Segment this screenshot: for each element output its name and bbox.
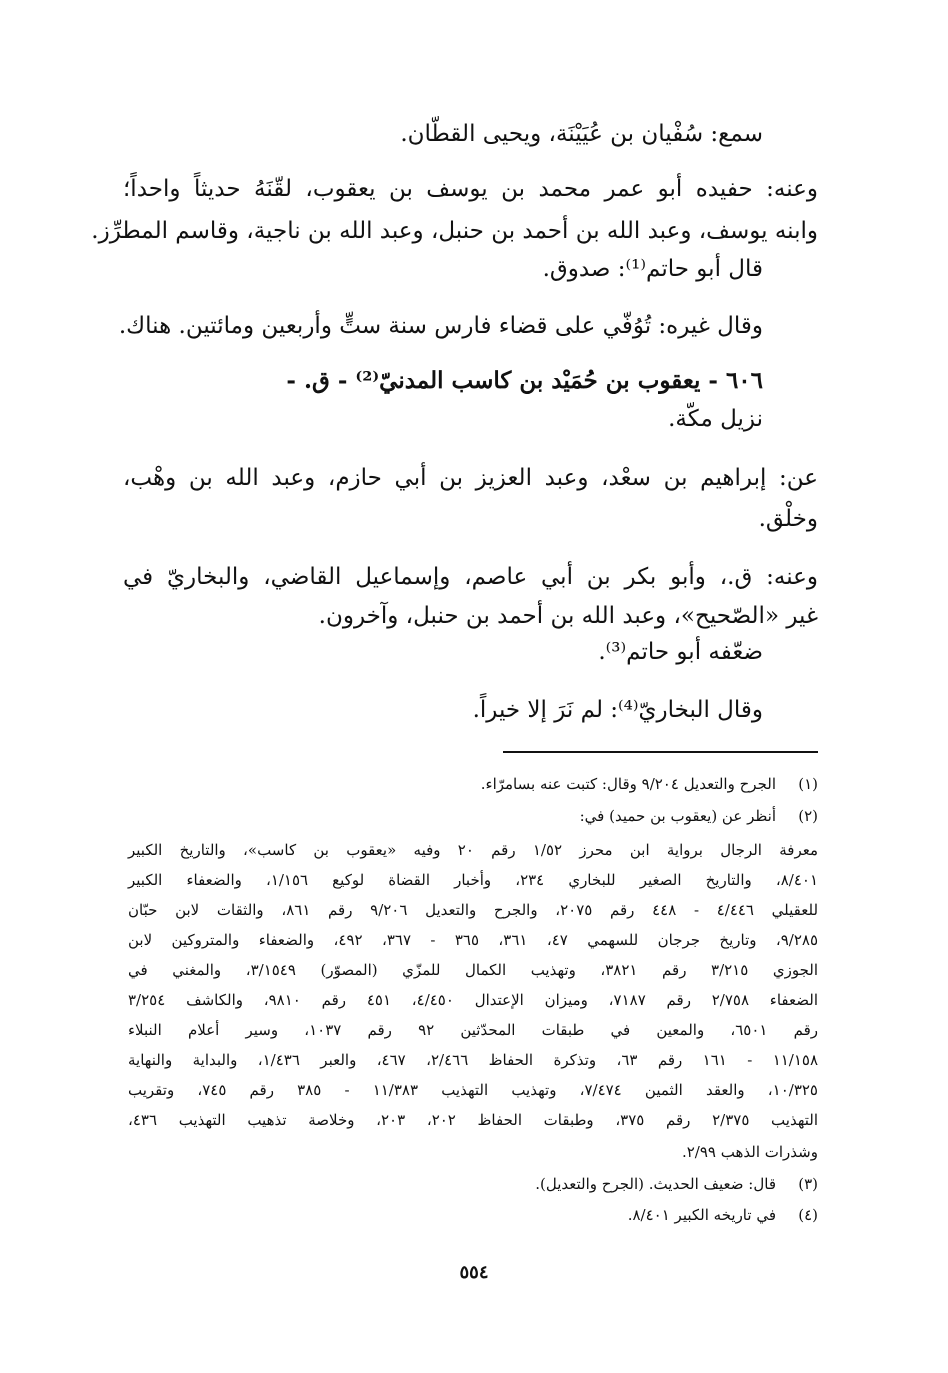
footnote-3 <box>128 1172 818 1196</box>
footnote-2-line: وشذرات الذهب ٢/٩٩. <box>681 1143 818 1161</box>
text-line-5: وقال غيره: تُوُفّي على قضاء فارس سنة ستٍّ وأربعين ومائتين. هناك. <box>118 313 763 339</box>
text-line-2: وعنه: حفيده أبو عمر محمد بن يوسف بن يعقوب، لقّنَهُ حديثاً واحداً؛ <box>123 176 818 202</box>
footnote-4 <box>128 1203 818 1227</box>
footnote-3-text: قال: ضعيف الحديث. (الجرح والتعديل). <box>535 1175 776 1193</box>
footnote-2-text: أنظر عن (يعقوب بن حميد) في: <box>579 807 776 825</box>
footnote-2-line: ١١/١٥٨ - ١٦١ رقم ٦٣، وتذكرة الحفاظ ٢/٤٦٦، ٤٦٧، والعبر ١/٤٣٦، والبداية والنهاية <box>128 1051 819 1069</box>
footnote-1 <box>128 772 818 796</box>
text-line-7: نزيل مكّة. <box>668 406 763 432</box>
footnote-separator <box>503 751 818 753</box>
entry-heading-606: ٦٠٦ - يعقوب بن حُمَيْد بن كاسب المدنيّ⁽²⁾ - ق. - <box>286 367 763 394</box>
footnote-4-number: (٤) <box>798 1206 818 1224</box>
text-line-3: وابنه يوسف، وعبد الله بن أحمد بن حنبل، وعبد الله بن ناجية، وقاسم المطرِّز. <box>91 218 818 244</box>
footnote-2-line: الضعفاء ٢/٧٥٨ رقم ٧١٨٧، وميزان الإعتدال ٤/٤٥٠، ٤٥١ رقم ٩٨١٠، والكاشف ٣/٢٥٤ <box>128 991 818 1009</box>
footnote-2-line: معرفة الرجال برواية ابن محرز ١/٥٢ رقم ٢٠ وفيه «يعقوب بن كاسب»، والتاريخ الكبير <box>128 841 818 859</box>
text-line-9: وخلْق. <box>758 506 818 532</box>
footnote-2-line: الجوزي ٣/٢١٥ رقم ٣٨٢١، وتهذيب الكمال للمزّي (المصوّر) ٣/١٥٤٩، والمغني في <box>128 961 819 979</box>
footnote-2-line: التهذيب ٢/٣٧٥ رقم ٣٧٥، وطبقات الحفاظ ٢٠٢، ٢٠٣، وخلاصة تذهيب التهذيب ٤٣٦، <box>128 1111 819 1129</box>
footnote-2-line: للعقيلي ٤/٤٤٦ - ٤٤٨ رقم ٢٠٧٥، والجرح والتعديل ٩/٢٠٦ رقم ٨٦١، والثقات لابن حبّان <box>128 901 819 919</box>
text-line-8: عن: إبراهيم بن سعْد، وعبد العزيز بن أبي حازم، وعبد الله بن وهْب، <box>123 465 818 491</box>
text-line-10: وعنه: ق.، وأبو بكر بن أبي عاصم، وإسماعيل القاضي، والبخاريّ في <box>123 564 818 590</box>
text-line-1: سمع: سُفْيان بن عُيَيْنَة، ويحيى القطّان. <box>400 121 763 147</box>
footnote-2-line: ١٠/٣٢٥، والعقد الثمين ٧/٤٧٤، وتهذيب التهذيب ١١/٣٨٣ - ٣٨٥ رقم ٧٤٥، وتقريب <box>128 1081 818 1099</box>
footnote-3-number: (٣) <box>798 1175 818 1193</box>
text-line-4: قال أبو حاتم⁽¹⁾: صدوق. <box>542 256 763 282</box>
footnote-2-line: رقم ٦٥٠١، والمعين في طبقات المحدّثين ٩٢ رقم ١٠٣٧، وسير أعلام النبلاء <box>128 1021 818 1039</box>
page-number: ٥٥٤ <box>459 1262 489 1283</box>
footnote-1-text: الجرح والتعديل ٩/٢٠٤ وقال: كتبت عنه بسامرّاء. <box>480 775 776 793</box>
text-line-12: ضعّفه أبو حاتم⁽³⁾. <box>598 639 763 665</box>
footnote-2-line: ٨/٤٠١، والتاريخ الصغير للبخاري ٢٣٤، وأخبار القضاة لوكيع ١/١٥٦، والضعفاء الكبير <box>128 871 818 889</box>
footnote-2 <box>128 804 818 828</box>
footnote-4-text: في تاريخه الكبير ٨/٤٠١. <box>627 1206 776 1224</box>
text-line-13: وقال البخاريّ⁽⁴⁾: لم نَرَ إلا خيراً. <box>472 697 763 723</box>
footnote-2-line: ٩/٢٨٥، وتاريخ جرجان للسهمي ٤٧، ٣٦١، ٣٦٥ - ٣٦٧، ٤٩٢، والضعفاء والمتروكين لابن <box>128 931 819 949</box>
footnote-1-number: (١) <box>798 775 818 793</box>
text-line-11: غير «الصّحيح»، وعبد الله بن أحمد بن حنبل، وآخرون. <box>318 603 818 629</box>
footnote-2-number: (٢) <box>798 807 818 825</box>
